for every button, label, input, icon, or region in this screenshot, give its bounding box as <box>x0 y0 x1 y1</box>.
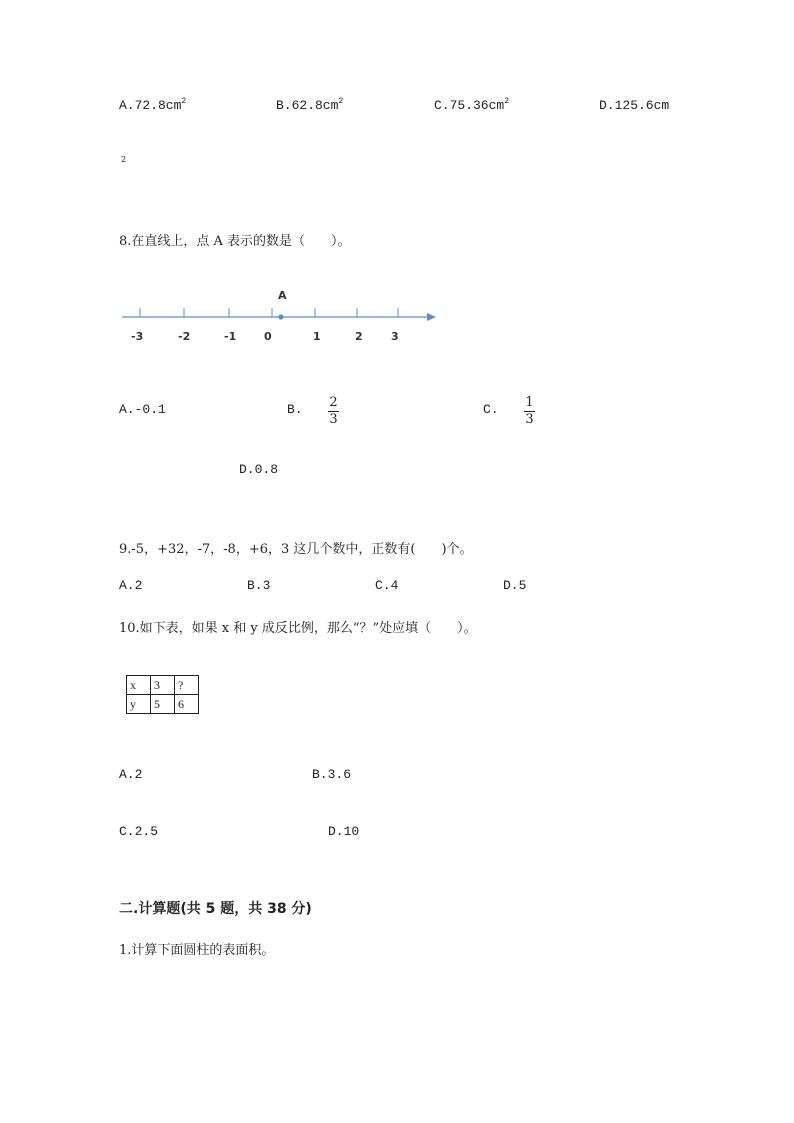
option-a-q10[interactable]: A.2 <box>119 767 143 782</box>
table-cell: y <box>127 695 151 714</box>
number-line <box>118 282 448 352</box>
option-d-q7[interactable] <box>599 98 669 113</box>
option-b-q7[interactable] <box>276 98 343 113</box>
option-d-q7-wrap: 2 <box>121 155 127 164</box>
option-c-q7-sup: 2 <box>504 97 510 106</box>
option-c-q10[interactable]: C.2.5 <box>119 824 159 839</box>
option-b-q9[interactable]: B.3 <box>247 578 271 593</box>
table-cell: 3 <box>151 676 175 695</box>
tick-label-neg1: -1 <box>224 330 237 343</box>
option-b-q7-sup: 2 <box>338 97 344 106</box>
table-cell: 6 <box>175 695 199 714</box>
section-heading: 二.计算题(共 5 题，共 38 分) <box>119 901 312 917</box>
option-c-q7[interactable] <box>434 98 509 113</box>
table-row <box>127 676 199 695</box>
option-a-q7[interactable] <box>119 98 186 113</box>
q9-question: 9.-5，+32，-7，-8，+6，3 这几个数中，正数有( )个。 <box>119 542 473 557</box>
q10-question: 10.如下表，如果 x 和 y 成反比例，那么“？”处应填（ ）。 <box>119 621 477 636</box>
option-a-q8[interactable]: A.-0.1 <box>119 402 166 417</box>
option-c-q8-fraction <box>524 396 535 427</box>
tick-label-3: 3 <box>391 330 399 343</box>
point-a-dot <box>278 314 283 319</box>
xy-table-wrap <box>126 675 199 714</box>
option-c-q7-text: C.75.36cm <box>434 98 505 113</box>
option-a-q7-sup: 2 <box>181 97 187 106</box>
tick-label-0: 0 <box>264 330 272 343</box>
q8-question: 8.在直线上，点 A 表示的数是（ ）。 <box>119 234 351 249</box>
option-a-q7-text: A.72.8cm <box>119 98 182 113</box>
option-d-q10[interactable]: D.10 <box>328 824 360 839</box>
tick-label-neg3: -3 <box>131 330 144 343</box>
table-cell: x <box>127 676 151 695</box>
table-cell: 5 <box>151 695 175 714</box>
option-b-q8-numerator: 2 <box>329 395 338 410</box>
option-d-q8[interactable]: D.0.8 <box>239 462 279 477</box>
option-a-q9[interactable]: A.2 <box>119 578 143 593</box>
option-c-q8-numerator: 1 <box>525 395 534 410</box>
option-b-q7-text: B.62.8cm <box>276 98 339 113</box>
option-d-q9[interactable]: D.5 <box>503 578 527 593</box>
option-c-q8-prefix[interactable]: C. <box>483 402 499 417</box>
table-row <box>127 695 199 714</box>
option-d-q7-text: D.125.6cm <box>599 98 670 113</box>
tick-label-neg2: -2 <box>178 330 191 343</box>
tick-label-1: 1 <box>313 330 321 343</box>
point-a-label: A <box>278 289 287 302</box>
option-b-q8-fraction <box>328 396 339 427</box>
option-b-q8-denominator: 3 <box>329 412 338 427</box>
option-c-q8-denominator: 3 <box>525 412 534 427</box>
option-c-q9[interactable]: C.4 <box>375 578 399 593</box>
section2-q1: 1.计算下面圆柱的表面积。 <box>119 943 275 958</box>
tick-label-2: 2 <box>355 330 363 343</box>
table-cell: ? <box>175 676 199 695</box>
xy-table <box>126 675 199 714</box>
option-b-q10[interactable]: B.3.6 <box>312 767 352 782</box>
option-b-q8-prefix[interactable]: B. <box>287 402 303 417</box>
number-line-arrow <box>427 313 436 321</box>
